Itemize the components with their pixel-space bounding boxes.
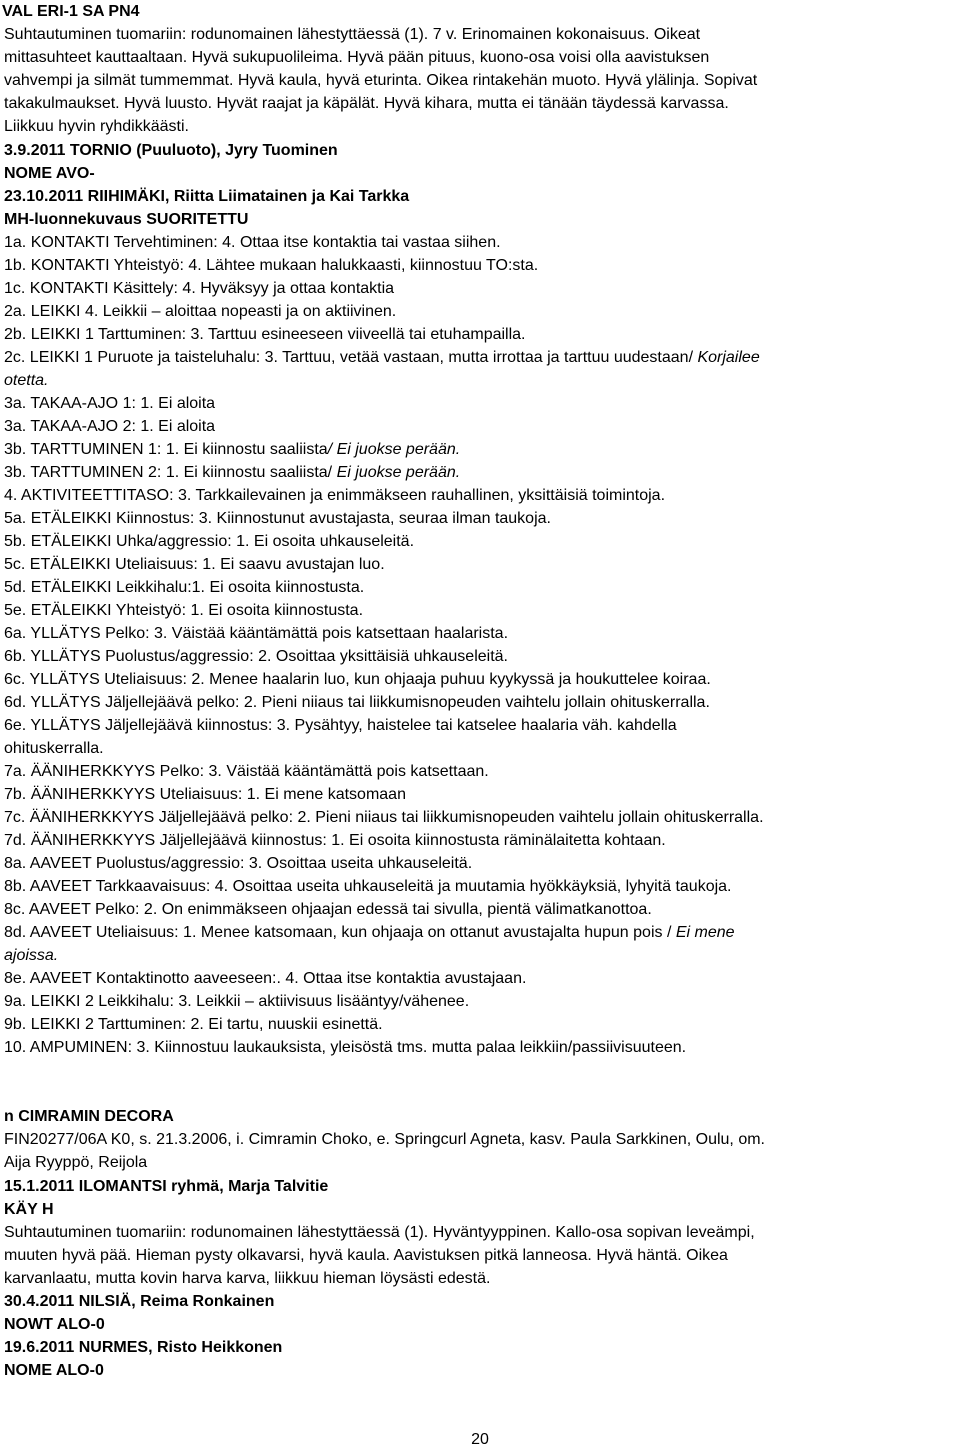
- event-result: KÄY H: [4, 1201, 54, 1218]
- mh-item-text: 5c. ETÄLEIKKI Uteliaisuus: 1. Ei saavu avustajan luo.: [4, 556, 385, 573]
- critique-line: Suhtautuminen tuomariin: rodunomainen lähestyttäessä (1). Hyväntyyppinen. Kallo-osa sopivan leveämpi,: [4, 1224, 755, 1241]
- mh-item-text: 9b. LEIKKI 2 Tarttuminen: 2. Ei tartu, nuuskii esinettä.: [4, 1016, 383, 1033]
- mh-item-text: 4. AKTIVITEETTITASO: 3. Tarkkailevainen ja enimmäkseen rauhallinen, yksittäisiä toimintoja.: [4, 487, 666, 504]
- mh-item-text: 9a. LEIKKI 2 Leikkihalu: 3. Leikkii – aktiivisuus lisääntyy/vähenee.: [4, 993, 470, 1010]
- mh-item-line: [4, 576, 364, 599]
- mh-item-text: 8d. AAVEET Uteliaisuus: 1. Menee katsomaan, kun ohjaaja on ottanut avustajalta hupun pois /: [4, 924, 676, 941]
- mh-item-text: 8c. AAVEET Pelko: 2. On enimmäkseen ohjaajan edessä tai sivulla, pientä välimatkanottoa.: [4, 901, 652, 918]
- mh-item-text: 2b. LEIKKI 1 Tarttuminen: 3. Tarttuu esineeseen viiveellä tai etuhampailla.: [4, 326, 526, 343]
- mh-item-text: 7b. ÄÄNIHERKKYYS Uteliaisuus: 1. Ei mene katsomaan: [4, 786, 406, 803]
- registration-line: FIN20277/06A K0, s. 21.3.2006, i. Cimramin Choko, e. Springcurl Agneta, kasv. Paula Sarkkinen, Oulu, om.: [4, 1131, 765, 1148]
- mh-item-text: 2a. LEIKKI 4. Leikkii – aloittaa nopeasti ja on aktiivinen.: [4, 303, 397, 320]
- mh-item-line: [4, 645, 508, 668]
- mh-item-italic-text: / Ei juokse perään.: [327, 441, 461, 458]
- mh-item-italic-text: Ei juokse perään.: [336, 464, 461, 481]
- mh-item-text: 10. AMPUMINEN: 3. Kiinnostuu laukauksista, yleisöstä tms. mutta palaa leikkiin/passiivisuuteen.: [4, 1039, 687, 1056]
- mh-item-text: 6e. YLLÄTYS Jäljellejäävä kiinnostus: 3. Pysähtyy, haistelee tai katselee haalaria väh. kahdella: [4, 717, 677, 734]
- mh-item-line: [4, 898, 652, 921]
- mh-item-line: [4, 553, 385, 576]
- mh-item-line: [4, 323, 526, 346]
- mh-item-text: 1a. KONTAKTI Tervehtiminen: 4. Ottaa itse kontaktia tai vastaa siihen.: [4, 234, 501, 251]
- mh-item-line: [4, 760, 489, 783]
- mh-item-text: 7c. ÄÄNIHERKKYYS Jäljellejäävä pelko: 2. Pieni niiaus tai liikkumisnopeuden vaihtelu jollain ohituskerralla.: [4, 809, 764, 826]
- mh-item-line: [4, 783, 406, 806]
- mh-item-text: 6b. YLLÄTYS Puolustus/aggressio: 2. Osoittaa yksittäisiä uhkauseleitä.: [4, 648, 508, 665]
- mh-item-text: 6d. YLLÄTYS Jäljellejäävä pelko: 2. Pieni niiaus tai liikkumisnopeuden vaihtelu jollain ohituskerralla.: [4, 694, 710, 711]
- mh-item-line: [4, 254, 538, 277]
- mh-item-text: 6c. YLLÄTYS Uteliaisuus: 2. Menee haalarin luo, kun ohjaaja puhuu kyykyssä ja houkuttelee koiraa.: [4, 671, 711, 688]
- mh-item-italic-text: Korjailee: [697, 349, 760, 366]
- mh-item-line: [4, 806, 764, 829]
- mh-item-line: [4, 438, 460, 461]
- mh-item-italic-text: otetta.: [4, 372, 49, 389]
- mh-item-line: [4, 875, 732, 898]
- event-line: 3.9.2011 TORNIO (Puuluoto), Jyry Tuominen: [4, 142, 338, 159]
- event-line: 19.6.2011 NURMES, Risto Heikkonen: [4, 1339, 283, 1356]
- mh-item-line: [4, 461, 460, 484]
- dog2-title: n CIMRAMIN DECORA: [4, 1108, 174, 1125]
- mh-item-text: 3a. TAKAA-AJO 2: 1. Ei aloita: [4, 418, 216, 435]
- critique-line: mittasuhteet kauttaaltaan. Hyvä sukupuolileima. Hyvä pään pituus, kuono-osa voisi olla aavistuksen: [4, 49, 710, 66]
- mh-result: MH-luonnekuvaus SUORITETTU: [4, 211, 249, 228]
- mh-item-line: [4, 967, 526, 990]
- mh-item-line: [4, 277, 394, 300]
- mh-item-line: [4, 507, 551, 530]
- mh-item-text: 5d. ETÄLEIKKI Leikkihalu:1. Ei osoita kiinnostusta.: [4, 579, 365, 596]
- critique-line: vahvempi ja silmät tummemmat. Hyvä kaula, hyvä eturinta. Oikea rintakehän muoto. Hyvä ylälinja. Sopivat: [4, 72, 758, 89]
- mh-item-text: 2c. LEIKKI 1 Puruote ja taisteluhalu: 3. Tarttuu, vetää vastaan, mutta irrottaa ja tarttuu uudestaan/: [4, 349, 698, 366]
- mh-item-line: [4, 484, 665, 507]
- mh-item-line: [4, 714, 677, 737]
- event-line: 15.1.2011 ILOMANTSI ryhmä, Marja Talvitie: [4, 1178, 329, 1195]
- mh-item-line: [4, 530, 414, 553]
- mh-item-text: 7a. ÄÄNIHERKKYYS Pelko: 3. Väistää kääntämättä pois katsettaan.: [4, 763, 489, 780]
- event-line: 30.4.2011 NILSIÄ, Reima Ronkainen: [4, 1293, 275, 1310]
- mh-item-line: [4, 415, 215, 438]
- mh-item-text: 7d. ÄÄNIHERKKYYS Jäljellejäävä kiinnostus: 1. Ei osoita kiinnostusta räminälaitetta kohtaan.: [4, 832, 666, 849]
- event-result: NOME AVO-: [4, 165, 95, 182]
- mh-item-line: [4, 852, 472, 875]
- mh-item-line: [4, 1013, 383, 1036]
- page-number: 20: [471, 1431, 489, 1448]
- event-result: NOWT ALO-0: [4, 1316, 105, 1333]
- mh-item-line: [4, 622, 508, 645]
- mh-item-text: 5b. ETÄLEIKKI Uhka/aggressio: 1. Ei osoita uhkauseleitä.: [4, 533, 415, 550]
- mh-item-italic-text: Ei mene: [675, 924, 735, 941]
- mh-item-text: 8a. AAVEET Puolustus/aggressio: 3. Osoittaa useita uhkauseleitä.: [4, 855, 473, 872]
- mh-item-line: [4, 921, 735, 944]
- mh-item-line: [4, 668, 711, 691]
- critique-line: takakulmaukset. Hyvä luusto. Hyvät raajat ja käpälät. Hyvä kihara, mutta ei tänään täydessä karvassa.: [4, 95, 729, 112]
- mh-item-text: 8b. AAVEET Tarkkaavaisuus: 4. Osoittaa useita uhkauseleitä ja muutamia hyökkäyksiä, lyhyitä taukoja.: [4, 878, 732, 895]
- mh-item-text: 3b. TARTTUMINEN 1: 1. Ei kiinnostu saaliista: [4, 441, 328, 458]
- mh-item-text: 8e. AAVEET Kontaktinotto aaveeseen:. 4. Ottaa itse kontaktia avustajaan.: [4, 970, 527, 987]
- mh-item-line: [4, 346, 760, 369]
- mh-item-italic-text: ajoissa.: [4, 947, 59, 964]
- mh-item-line: [4, 392, 215, 415]
- mh-item-text: 6a. YLLÄTYS Pelko: 3. Väistää kääntämättä pois katsettaan haalarista.: [4, 625, 509, 642]
- mh-item-text: 5a. ETÄLEIKKI Kiinnostus: 3. Kiinnostunut avustajasta, seuraa ilman taukoja.: [4, 510, 551, 527]
- mh-item-text: ohituskerralla.: [4, 740, 104, 757]
- mh-item-line: [4, 737, 104, 760]
- mh-item-text: 1c. KONTAKTI Käsittely: 4. Hyväksyy ja ottaa kontaktia: [4, 280, 395, 297]
- mh-item-line: [4, 300, 396, 323]
- mh-item-line: [4, 944, 58, 967]
- dog-title: VAL ERI-1 SA PN4: [2, 3, 140, 20]
- event-result: NOME ALO-0: [4, 1362, 104, 1379]
- mh-item-line: [4, 829, 666, 852]
- mh-item-text: 3b. TARTTUMINEN 2: 1. Ei kiinnostu saaliista/: [4, 464, 337, 481]
- mh-item-line: [4, 231, 501, 254]
- critique-line: muuten hyvä pää. Hieman pysty olkavarsi, hyvä kaula. Aavistuksen pitkä lanneosa. Hyvä häntä. Oikea: [4, 1247, 728, 1264]
- mh-item-text: 3a. TAKAA-AJO 1: 1. Ei aloita: [4, 395, 216, 412]
- mh-item-text: 5e. ETÄLEIKKI Yhteistyö: 1. Ei osoita kiinnostusta.: [4, 602, 364, 619]
- registration-line: Aija Ryyppö, Reijola: [4, 1154, 148, 1171]
- critique-line: Liikkuu hyvin ryhdikkäästi.: [4, 118, 189, 135]
- mh-item-line: [4, 599, 363, 622]
- event-line: 23.10.2011 RIIHIMÄKI, Riitta Liimatainen ja Kai Tarkka: [4, 188, 410, 205]
- mh-item-line: [4, 369, 48, 392]
- critique-line: Suhtautuminen tuomariin: rodunomainen lähestyttäessä (1). 7 v. Erinomainen kokonaisuus. Oikeat: [4, 26, 701, 43]
- mh-item-line: [4, 691, 710, 714]
- mh-item-text: 1b. KONTAKTI Yhteistyö: 4. Lähtee mukaan halukkaasti, kiinnostuu TO:sta.: [4, 257, 539, 274]
- critique-line: karvanlaatu, mutta kovin harva karva, liikkuu hieman löysästi edestä.: [4, 1270, 491, 1287]
- mh-item-line: [4, 1036, 686, 1059]
- mh-item-line: [4, 990, 469, 1013]
